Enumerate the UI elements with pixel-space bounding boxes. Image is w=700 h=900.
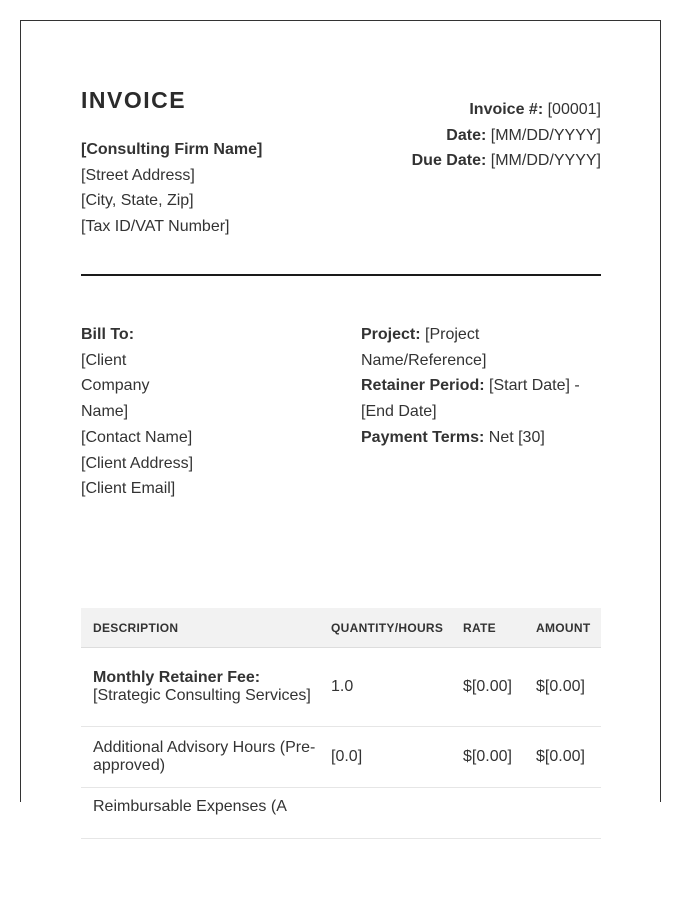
client-contact: [Contact Name] — [81, 428, 193, 446]
invoice-date-value: [MM/DD/YYYY] — [490, 126, 601, 144]
row-description — [81, 648, 319, 727]
retainer-period-line — [361, 373, 601, 424]
row-description — [81, 788, 319, 839]
line-items-table — [81, 608, 601, 839]
due-date-label: Due Date: — [411, 152, 487, 170]
row-amount: $[0.00] — [524, 727, 601, 788]
header-quantity-hours: QUANTITY/HOURS — [319, 608, 451, 648]
firm-name: [Consulting Firm Name] — [81, 141, 263, 158]
invoice-date-line — [412, 123, 601, 149]
firm-street: [Street Address] — [81, 166, 195, 184]
row-quantity — [319, 788, 451, 839]
invoice-page — [20, 20, 661, 815]
payment-terms-line — [361, 425, 601, 451]
firm-tax-id: [Tax ID/VAT Number] — [81, 218, 230, 236]
row-description-text: [Strategic Consulting Services] — [93, 687, 311, 704]
table-header-row — [81, 608, 601, 648]
row-description-text: Additional Advisory Hours (Pre-approved) — [93, 739, 316, 774]
firm-info — [81, 137, 262, 240]
bill-to-label: Bill To: — [81, 326, 135, 343]
row-rate: $[0.00] — [451, 727, 524, 788]
client-email: [Client Email] — [81, 480, 176, 498]
row-rate: $[0.00] — [451, 648, 524, 727]
header-description: DESCRIPTION — [81, 608, 319, 648]
row-amount — [524, 788, 601, 839]
payment-terms-value: Net [30] — [488, 428, 545, 446]
header-amount: AMOUNT — [524, 608, 601, 648]
client-address: [Client Address] — [81, 454, 194, 472]
table-row — [81, 648, 601, 727]
row-description — [81, 727, 319, 788]
project-label: Project: — [361, 326, 421, 343]
header-divider — [81, 274, 601, 276]
project-line — [361, 322, 601, 373]
bill-to-block — [81, 322, 196, 502]
due-date-value: [MM/DD/YYYY] — [490, 152, 601, 170]
invoice-number-label: Invoice #: — [469, 101, 544, 118]
invoice-title: INVOICE — [81, 87, 187, 113]
row-description-text: Reimbursable Expenses (A — [93, 798, 287, 815]
header-rate: RATE — [451, 608, 524, 648]
invoice-number-value: [00001] — [547, 101, 601, 118]
row-rate — [451, 788, 524, 839]
project-block — [361, 322, 601, 451]
row-description-bold: Monthly Retainer Fee: — [93, 669, 261, 686]
invoice-meta — [412, 97, 601, 174]
row-quantity: 1.0 — [319, 648, 451, 727]
invoice-number-line — [412, 97, 601, 123]
row-quantity: [0.0] — [319, 727, 451, 788]
due-date-line — [412, 148, 601, 174]
payment-terms-label: Payment Terms: — [361, 428, 485, 446]
project-value: [Project Name/Reference] — [361, 326, 487, 369]
invoice-date-label: Date: — [446, 126, 487, 144]
table-row — [81, 788, 601, 839]
firm-city: [City, State, Zip] — [81, 192, 194, 210]
client-company: [Client Company Name] — [81, 351, 150, 421]
table-row — [81, 727, 601, 788]
row-amount: $[0.00] — [524, 648, 601, 727]
retainer-period-value: [Start Date] - [End Date] — [361, 377, 580, 421]
retainer-period-label: Retainer Period: — [361, 377, 485, 395]
